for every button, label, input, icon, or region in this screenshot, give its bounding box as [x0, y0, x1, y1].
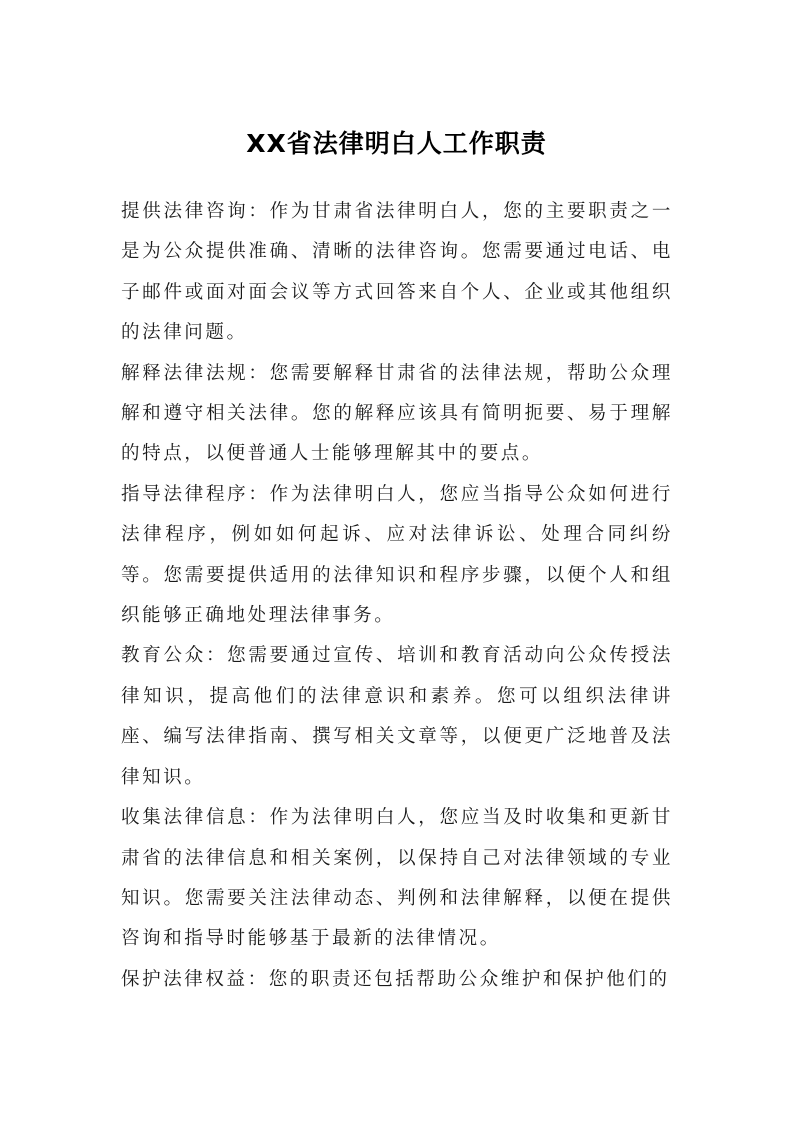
document-body: [121, 192, 673, 1000]
paragraph-collect-information: 收集法律信息：作为法律明白人，您应当及时收集和更新甘肃省的法律信息和相关案例，以保持自己对法律领域的专业知识。您需要关注法律动态、判例和法律解释，以便在提供咨询和指导时能够基于最新的法律情况。: [121, 807, 673, 950]
document-title: XX省法律明白人工作职责: [246, 129, 547, 158]
paragraph-explain-regulations: 解释法律法规：您需要解释甘肃省的法律法规，帮助公众理解和遵守相关法律。您的解释应该具有简明扼要、易于理解的特点，以便普通人士能够理解其中的要点。: [121, 362, 673, 465]
paragraph-guide-procedures: 指导法律程序：作为法律明白人，您应当指导公众如何进行法律程序，例如如何起诉、应对法律诉讼、处理合同纠纷等。您需要提供适用的法律知识和程序步骤，以便个人和组织能够正确地处理法律事务。: [121, 483, 673, 627]
paragraph-protect-rights: 保护法律权益：您的职责还包括帮助公众维护和保护他们的: [121, 968, 670, 990]
paragraph-legal-consultation: 提供法律咨询：作为甘肃省法律明白人，您的主要职责之一是为公众提供准确、清晰的法律咨询。您需要通过电话、电子邮件或面对面会议等方式回答来自个人、企业或其他组织的法律问题。: [121, 201, 673, 344]
paragraph-educate-public: 教育公众：您需要通过宣传、培训和教育活动向公众传授法律知识，提高他们的法律意识和素养。您可以组织法律讲座、编写法律指南、撰写相关文章等，以便更广泛地普及法律知识。: [121, 645, 673, 788]
